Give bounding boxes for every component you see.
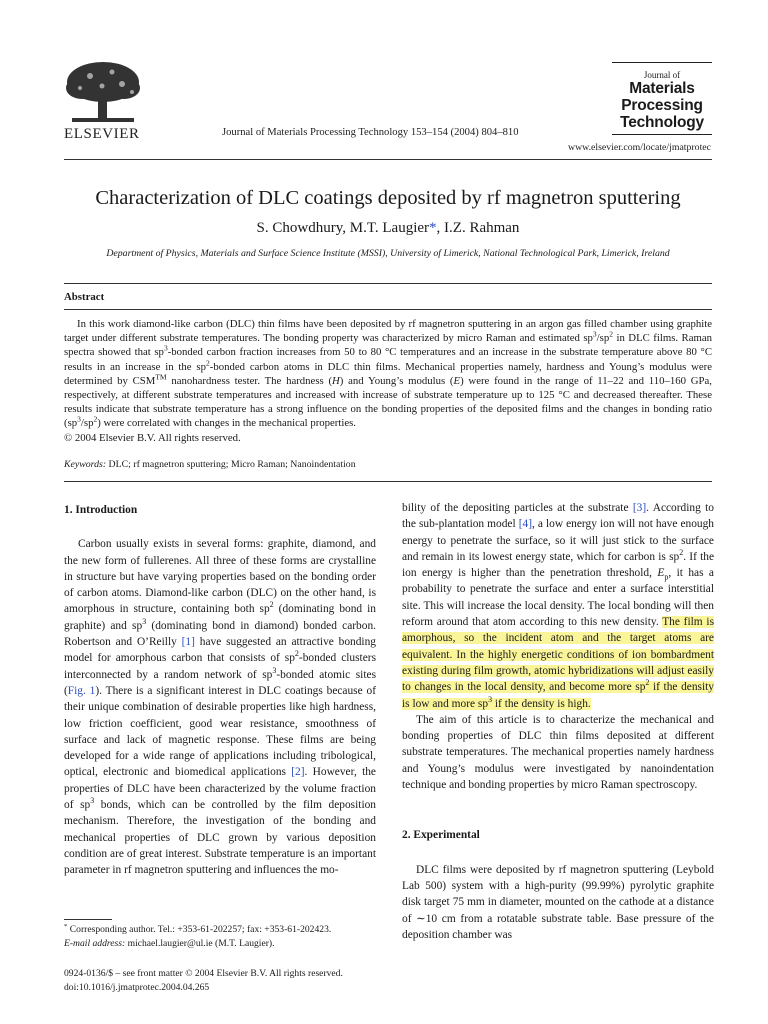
reference-link[interactable]: [1] — [181, 636, 195, 649]
footnote — [64, 923, 384, 951]
corresponding-author-marker[interactable]: * — [429, 220, 437, 236]
email-label: E-mail address: — [64, 938, 126, 949]
intro-aim-paragraph: The aim of this article is to characterize the mechanical and bonding properties of DLC thin films deposited at different substrate temperatures. The mechanical properties namely hardness and Young’s modulus were investigated by nanoindentation technique and bonding properties by micro Raman spectroscopy. — [402, 713, 714, 792]
front-matter — [64, 967, 394, 995]
reference-link[interactable]: [2] — [291, 766, 305, 779]
keywords-text: DLC; rf magnetron sputtering; Micro Raman; Nanoindentation — [106, 459, 356, 470]
issn-line: 0924-0136/$ – see front matter © 2004 Elsevier B.V. All rights reserved. — [64, 968, 343, 979]
abstract-body — [64, 317, 712, 445]
keywords-label: Keywords: — [64, 459, 107, 470]
abstract-heading-rule — [64, 309, 712, 310]
keywords-rule — [64, 481, 712, 482]
section-heading-introduction: 1. Introduction — [64, 504, 138, 516]
footnote-email — [64, 937, 384, 951]
footnote-marker: * — [64, 922, 68, 930]
reference-link[interactable]: [4] — [518, 518, 532, 531]
journal-logo-small: Journal of — [643, 70, 681, 80]
highlighted-text: The film is amorphous, so the incident atom and the target atoms are equivalent. In the highly energetic conditions of ion bombardment existing during film growth, atomic hybridizations will adjust easily to changes in the local density, and become more $sp^2$ if the density is low and more $sp^3$ if the density is high. — [402, 616, 715, 710]
abstract-top-rule — [64, 283, 712, 284]
journal-logo-line: Technology — [620, 114, 704, 131]
publisher-name: ELSEVIER — [64, 126, 140, 142]
header-divider — [64, 159, 712, 160]
figure-link[interactable]: Fig. 1 — [67, 684, 96, 697]
experimental-paragraph: DLC films were deposited by rf magnetron sputtering (Leybold Lab 500) system with a high-purity (99.99%) pyrolytic graphite disk target 75 mm in diameter, mounted on the cathode at a distance of ∼10 cm from a rotatable substrate table. Base pressure of the deposition chamber was — [402, 863, 714, 941]
journal-logo-line: Materials — [629, 80, 695, 97]
left-column — [64, 502, 376, 879]
journal-logo — [612, 62, 712, 135]
footnote-rule — [64, 919, 112, 920]
doi-line[interactable]: doi:10.1016/j.jmatprotec.2004.04.265 — [64, 982, 210, 993]
elsevier-tree-logo — [62, 58, 144, 128]
reference-link[interactable]: [3] — [632, 502, 647, 514]
intro-paragraph-continued: bility of the depositing particles at the substrate [3]. According to the sub-plantation model [4], a low energy ion will not have enough energy to penetrate the surface, so it will just stick to the surface and remain in its lowest energy state, which for carbon is $sp^2$. If the ion energy is higher than the penetration threshold, $E_p$, it has a probability to penetrate the surface and enter a surface interstitial site. This will increase the local density. The local bonding will then reform around that atom according to this new density. The film is amorphous, so the incident atom and the target atoms are equivalent. In the highly energetic conditions of ion bombardment existing during film growth, atomic hybridizations will adjust easily to changes in the local density, and become more $sp^2$ if the density is low and more $sp^3$ if the density is high. — [402, 502, 715, 710]
intro-paragraph: Carbon usually exists in several forms: graphite, diamond, and the new form of fullerenes. All three of these forms are crystalline in structure but have varying properties based on the bonding order of carbon atoms. Diamond-like carbon (DLC) on the other hand, is amorphous in structure, containing both $sp^2$ (dominating bond in graphite) and $sp^3$ (dominating bond in diamond) bonded carbon. Robertson and O’Reilly [1] have suggested an attractive bonding model for amorphous carbon that consists of $sp^2$-bonded clusters interconnected by a random network of $sp^3$-bonded atomic sites (Fig. 1). There is a significant interest in DLC coatings because of their unique combination of desirable properties like high hardness, low friction coefficient, good wear resistance, smoothness of surface and lack of magnetic response. These films are being developed for a wide range of applications including tribological, optical, electronic and biomedical applications [2]. However, the properties of DLC have been characterized by the volume fraction of $sp^3$ bonds, which can be controlled by the film deposition mechanism. Therefore, the investigation of the bonding and mechanical properties of DLC grown by various deposition condition are of great interest. Substrate temperature is an important parameter in rf magnetron sputtering and influences the mo- — [64, 538, 376, 877]
authors-last: , I.Z. Rahman — [436, 220, 520, 236]
abstract-heading: Abstract — [64, 291, 105, 303]
abstract-paragraph: In this work diamond-like carbon (DLC) thin films have been deposited by rf magnetron sputtering in an argon gas filled chamber using graphite target under different substrate temperatures. The bonding property was characterized by micro Raman and estimated $sp^3/sp^2$ in DLC films. Raman spectra showed that $sp^3$-bonded carbon fraction increases from 50 to 80 °C temperatures and an increase in the substrate temperature above 80 °C results in an increase in the $sp^2$-bonded carbon atoms in DLC thin films. Mechanical properties namely, hardness and Young’s modulus were determined by CSM™ nanohardness tester. The hardness (H) and Young’s modulus (E) were found in the range of 11–22 and 110–160 GPa, respectively, at different substrate temperatures and increased with increase of substrate temperature up to 125 °C and decreased thereafter. These results indicate that substrate temperature has a strong influence on the bonding properties of the deposited films and the changes in bonding ratio $(sp^3/sp^2)$ were correlated with changes in the mechanical properties. — [64, 318, 712, 430]
section-heading-experimental: 2. Experimental — [402, 829, 480, 842]
abstract-copyright: © 2004 Elsevier B.V. All rights reserved. — [64, 431, 241, 444]
right-column — [402, 500, 714, 943]
journal-url[interactable]: www.elsevier.com/locate/jmatprotec — [568, 142, 711, 153]
journal-citation: Journal of Materials Processing Technology 153–154 (2004) 804–810 — [222, 127, 519, 138]
footnote-corresponding — [64, 923, 384, 937]
journal-logo-line: Processing — [621, 97, 703, 114]
article-title: Characterization of DLC coatings deposited by rf magnetron sputtering — [95, 187, 681, 209]
footnote-corresponding-text: Corresponding author. Tel.: +353-61-202257; fax: +353-61-202423. — [67, 924, 332, 935]
author-list — [0, 220, 768, 237]
affiliation: Department of Physics, Materials and Surface Science Institute (MSSI), University of Limerick, National Technological Park, Limerick, Ireland — [106, 248, 670, 259]
keywords-line — [64, 459, 356, 470]
email-address[interactable]: michael.laugier@ul.ie (M.T. Laugier). — [125, 938, 275, 949]
authors-first: S. Chowdhury, M.T. Laugier — [256, 220, 430, 236]
